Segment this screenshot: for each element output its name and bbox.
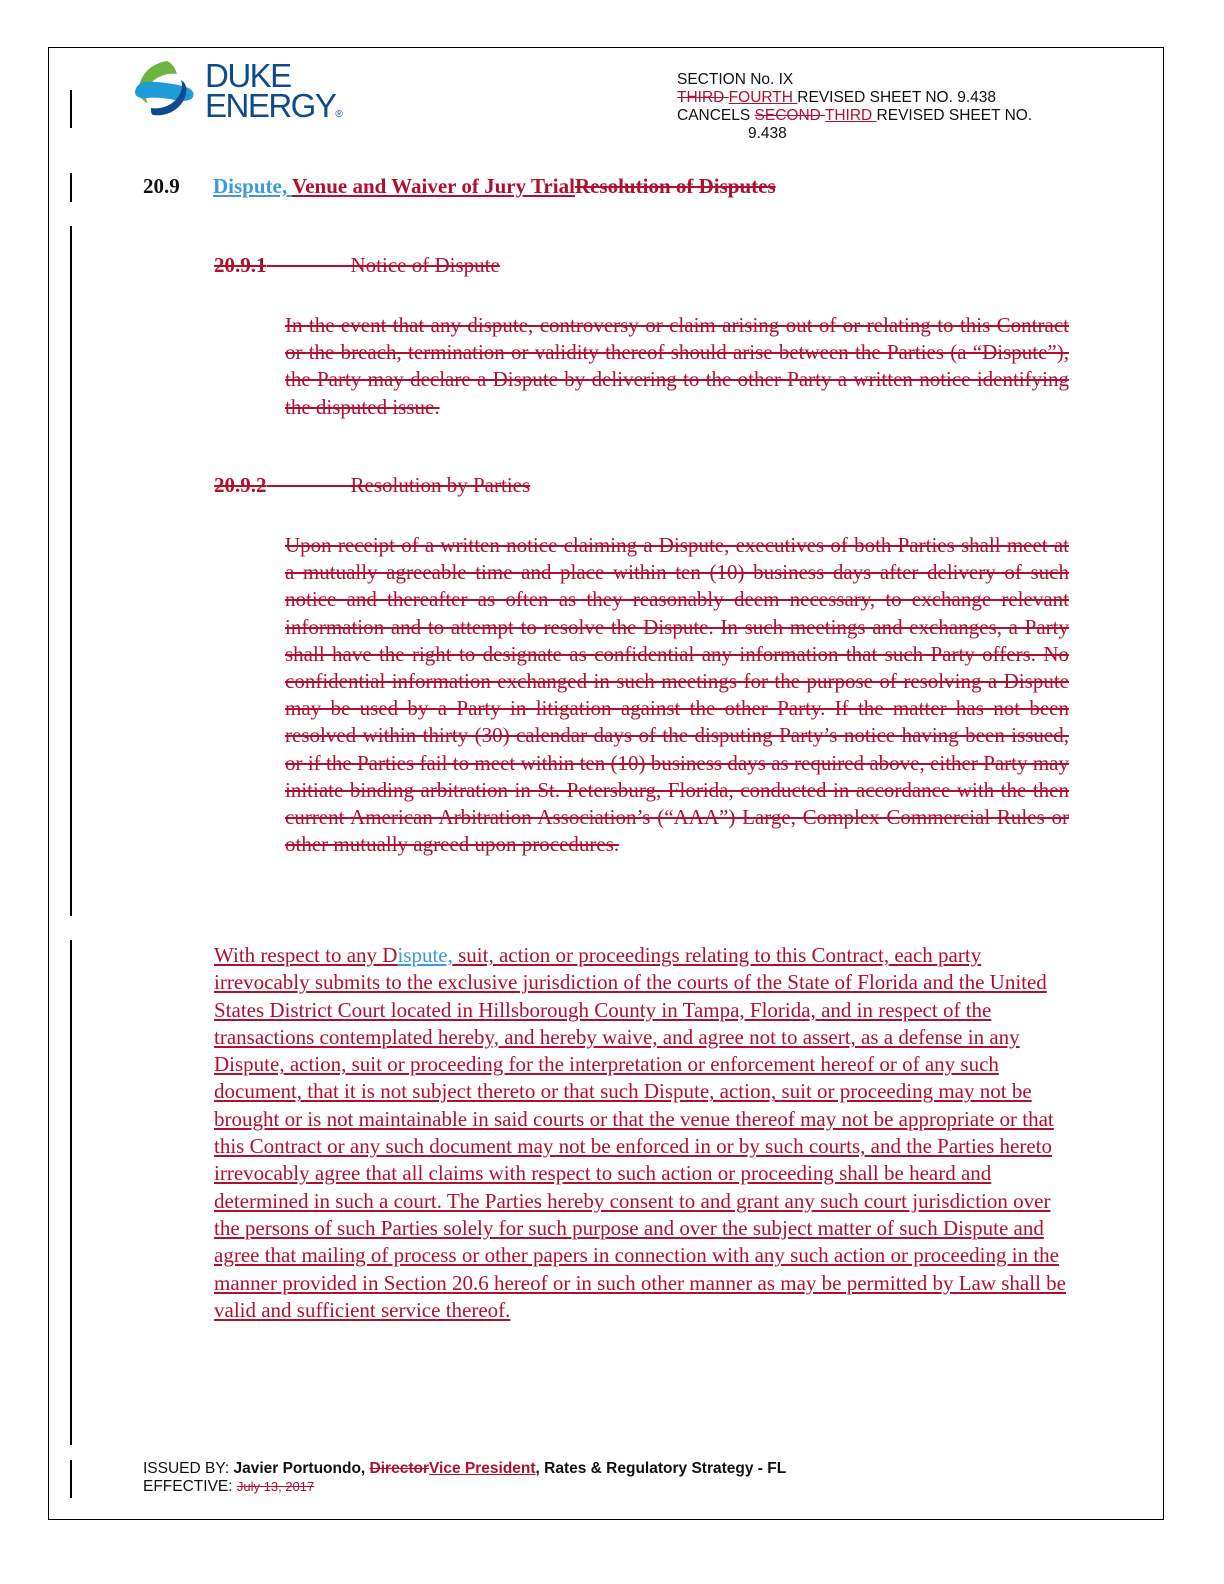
- inserted-text: ispute,: [397, 943, 453, 967]
- deleted-paragraph: In the event that any dispute, controversy or claim arising out of or relating to this Contract or the breach, termination or validity thereof should arise between the Parties (a “Dispute”), the Party may declare a Dispute by delivering to the other Party a written notice identifying the disputed issue.: [285, 313, 1069, 419]
- inserted-text: THIRD: [824, 107, 877, 124]
- issued-by-line: [143, 1460, 786, 1478]
- logo-mark-icon: [133, 57, 199, 125]
- issuer-title: , Rates & Regulatory Strategy - FL: [535, 1460, 787, 1477]
- subsection-number: 20.9.1: [214, 253, 267, 277]
- section-heading: [143, 174, 776, 199]
- subsection-title: Notice of Dispute: [350, 253, 500, 277]
- footer: [143, 1460, 786, 1496]
- cancels-sheet-line: [677, 107, 1032, 125]
- inserted-text: With respect to any D: [214, 943, 398, 967]
- deleted-paragraph: Upon receipt of a written notice claiming a Dispute, executives of both Parties shall meet at a mutually agreeable time and place within ten (10) business days after delivery of such notice and thereafter as often as they reasonably deem necessary, to exchange relevant information and to attempt to resolve the Dispute. In such meetings and exchanges, a Party shall have the right to designate as confidential any information that such Party offers. No confidential information exchanged in such meetings for the purpose of resolving a Dispute may be used by a Party in litigation against the other Party. If the matter has not been resolved within thirty (30) calendar days of the disputing Party’s notice having been issued, or if the Parties fail to meet within ten (10) business days as required above, either Party may initiate binding arbitration in St. Petersburg, Florida, conducted in accordance with the then current American Arbitration Association’s (“AAA”) Large, Complex Commercial Rules or other mutually agreed upon procedures.: [285, 533, 1069, 857]
- issued-by-label: ISSUED BY:: [143, 1460, 234, 1477]
- subsection-number: 20.9.2: [214, 473, 267, 497]
- cancels-label: CANCELS: [677, 107, 755, 124]
- section-number: SECTION No. IX: [677, 71, 794, 88]
- deleted-text: THIRD: [677, 89, 729, 106]
- inserted-text: FOURTH: [728, 89, 798, 106]
- inserted-text: Vice President: [428, 1460, 536, 1477]
- revised-sheet-text: REVISED SHEET NO. 9.438: [797, 89, 996, 106]
- subsection-title: Resolution by Parties: [350, 473, 531, 497]
- sheet-header: [677, 71, 1032, 143]
- tab-leader: [267, 485, 351, 487]
- change-bar: [70, 940, 72, 1445]
- revised-sheet-line: [677, 89, 1032, 107]
- inserted-text: Dispute,: [213, 174, 292, 198]
- effective-label: EFFECTIVE:: [143, 1478, 237, 1495]
- change-bar: [70, 90, 72, 128]
- inserted-paragraph: [214, 942, 1074, 1324]
- inserted-text: suit, action or proceedings relating to this Contract, each party irrevocably submits to the exclusive jurisdiction of the courts of the State of Florida and the United States District Court located in Hillsborough County in Tampa, Florida, and in respect of the transactions contemplated hereby, and hereby waive, and agree not to assert, as a defense in any Dispute, action, suit or proceeding for the interpretation or enforcement hereof or of any such document, that it is not subject thereto or that such Dispute, action, suit or proceeding may not be brought or is not maintainable in said courts or that the venue thereof may not be appropriate or that this Contract or any such document may not be enforced in or by such courts, and the Parties hereto irrevocably agree that all claims with respect to such action or proceeding shall be heard and determined in such a court. The Parties hereby consent to and grant any such court jurisdiction over the persons of such Parties solely for such purpose and over the subject matter of such Dispute and agree that mailing of process or other papers in connection with any such action or proceeding in the manner provided in Section 20.6 hereof or in such other manner as may be permitted by Law shall be valid and sufficient service thereof.: [214, 943, 1066, 1322]
- registered-mark: ®: [335, 109, 343, 120]
- tab-leader: [267, 265, 351, 267]
- deleted-text: July 13, 2017: [236, 1479, 315, 1494]
- deleted-text: Director: [369, 1460, 429, 1477]
- revised-sheet-text: REVISED SHEET NO.: [876, 107, 1033, 124]
- change-bar: [70, 1460, 72, 1498]
- change-bar: [70, 173, 72, 202]
- duke-energy-logo: [133, 57, 343, 127]
- logo-text-energy: ENERGY®: [205, 87, 343, 124]
- logo-text-duke: DUKE: [205, 57, 291, 94]
- effective-line: [143, 1478, 786, 1496]
- change-bar: [70, 226, 72, 916]
- subsection-heading: [214, 253, 500, 278]
- deleted-text: Resolution of Disputes: [574, 174, 776, 198]
- inserted-text: Venue and Waiver of Jury Trial: [291, 174, 575, 198]
- issuer-name: Javier Portuondo,: [233, 1460, 370, 1477]
- subsection-heading: [214, 473, 530, 498]
- cancelled-sheet-number: 9.438: [748, 125, 787, 142]
- section-heading-number: 20.9: [143, 174, 180, 198]
- deleted-text: SECOND: [754, 107, 825, 124]
